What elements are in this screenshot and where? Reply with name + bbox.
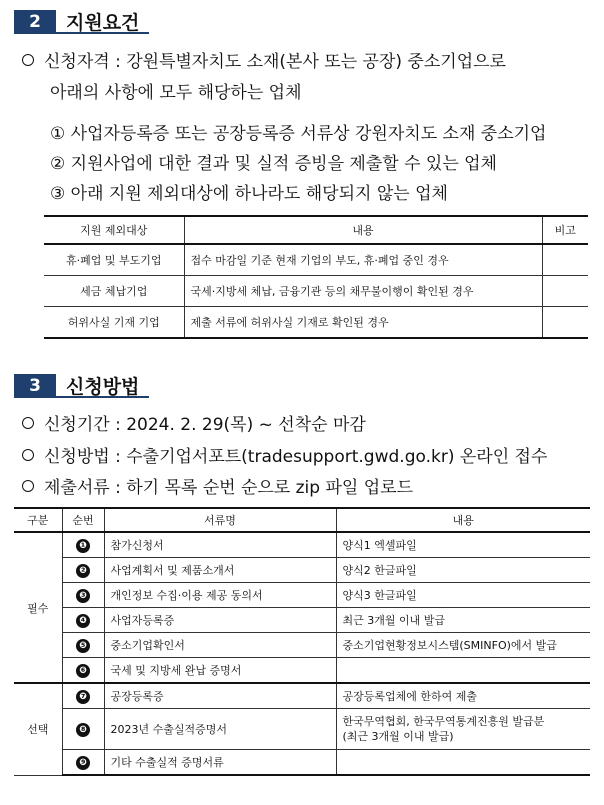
table-row: ❸ 개인정보 수집·이용 제공 동의서 양식3 한글파일 <box>14 583 590 608</box>
apply-docs: 제출서류 : 하기 목록 순번 순으로 zip 파일 업로드 <box>22 473 413 498</box>
number-badge: ❾ <box>76 756 90 770</box>
number-badge: ❻ <box>76 664 90 678</box>
section-number: 3 <box>14 374 56 398</box>
table-header: 서류명 <box>104 508 336 532</box>
table-header: 지원 제외대상 <box>44 216 184 244</box>
table-row: 필수 ❶ 참가신청서 양식1 엑셀파일 <box>14 532 590 558</box>
requirement-item: ③ 아래 지원 제외대상에 하나라도 해당되지 않는 업체 <box>50 184 448 204</box>
number-badge: ❹ <box>76 614 90 628</box>
number-badge: ❼ <box>76 690 90 704</box>
section-header-2 <box>14 10 149 34</box>
table-header: 내용 <box>336 508 590 532</box>
section-header-3 <box>14 374 149 398</box>
circle-bullet-icon <box>22 480 34 492</box>
table-row: ❷ 사업계획서 및 제품소개서 양식2 한글파일 <box>14 558 590 583</box>
apply-period: 신청기간 : 2024. 2. 29(목) ~ 선착순 마감 <box>22 410 366 435</box>
exclusion-table <box>44 215 588 339</box>
table-row: ❽ 2023년 수출실적증명서 한국무역협회, 한국무역통계진흥원 발급분 (최근 3개월 이내 발급) <box>14 709 590 750</box>
table-row: 휴·폐업 및 부도기업 접수 마감일 기준 현재 기업의 부도, 휴·폐업 중인 경우 <box>44 244 588 276</box>
section-number: 2 <box>14 10 56 34</box>
circle-bullet-icon <box>22 417 34 429</box>
table-row: ❻ 국세 및 지방세 완납 증명서 <box>14 658 590 684</box>
circle-bullet-icon <box>22 449 34 461</box>
section-title: 신청방법 <box>56 374 149 398</box>
table-row: ❺ 중소기업확인서 중소기업현황정보시스템(SMINFO)에서 발급 <box>14 633 590 658</box>
number-badge: ❽ <box>76 723 90 737</box>
table-header: 내용 <box>184 216 542 244</box>
table-row: 허위사실 기재 기업 제출 서류에 허위사실 기재로 확인된 경우 <box>44 307 588 339</box>
eligibility-line-2: 아래의 사항에 모두 해당하는 업체 <box>50 83 302 103</box>
apply-method: 신청방법 : 수출기업서포트(tradesupport.gwd.go.kr) 온라인 접수 <box>22 442 547 467</box>
number-badge: ❸ <box>76 589 90 603</box>
requirement-item: ② 지원사업에 대한 결과 및 실적 증빙을 제출할 수 있는 업체 <box>50 154 497 174</box>
table-row: 선택 ❼ 공장등록증 공장등록업체에 한하여 제출 <box>14 683 590 709</box>
group-label: 필수 <box>14 532 62 683</box>
table-header: 구분 <box>14 508 62 532</box>
number-badge: ❺ <box>76 639 90 653</box>
eligibility-line: 신청자격 : 강원특별자치도 소재(본사 또는 공장) 중소기업으로 <box>22 47 506 72</box>
table-header: 순번 <box>62 508 104 532</box>
number-badge: ❷ <box>76 564 90 578</box>
group-label: 선택 <box>14 683 62 775</box>
section-title: 지원요건 <box>56 10 149 34</box>
table-header: 비고 <box>542 216 588 244</box>
table-row: ❹ 사업자등록증 최근 3개월 이내 발급 <box>14 608 590 633</box>
table-row: ❾ 기타 수출실적 증명서류 <box>14 750 590 776</box>
circle-bullet-icon <box>22 54 34 66</box>
number-badge: ❶ <box>76 539 90 553</box>
requirement-item: ① 사업자등록증 또는 공장등록증 서류상 강원자치도 소재 중소기업 <box>50 124 547 144</box>
table-row: 세금 체납기업 국세·지방세 체납, 금융기관 등의 채무불이행이 확인된 경우 <box>44 276 588 307</box>
document-table <box>14 507 590 776</box>
